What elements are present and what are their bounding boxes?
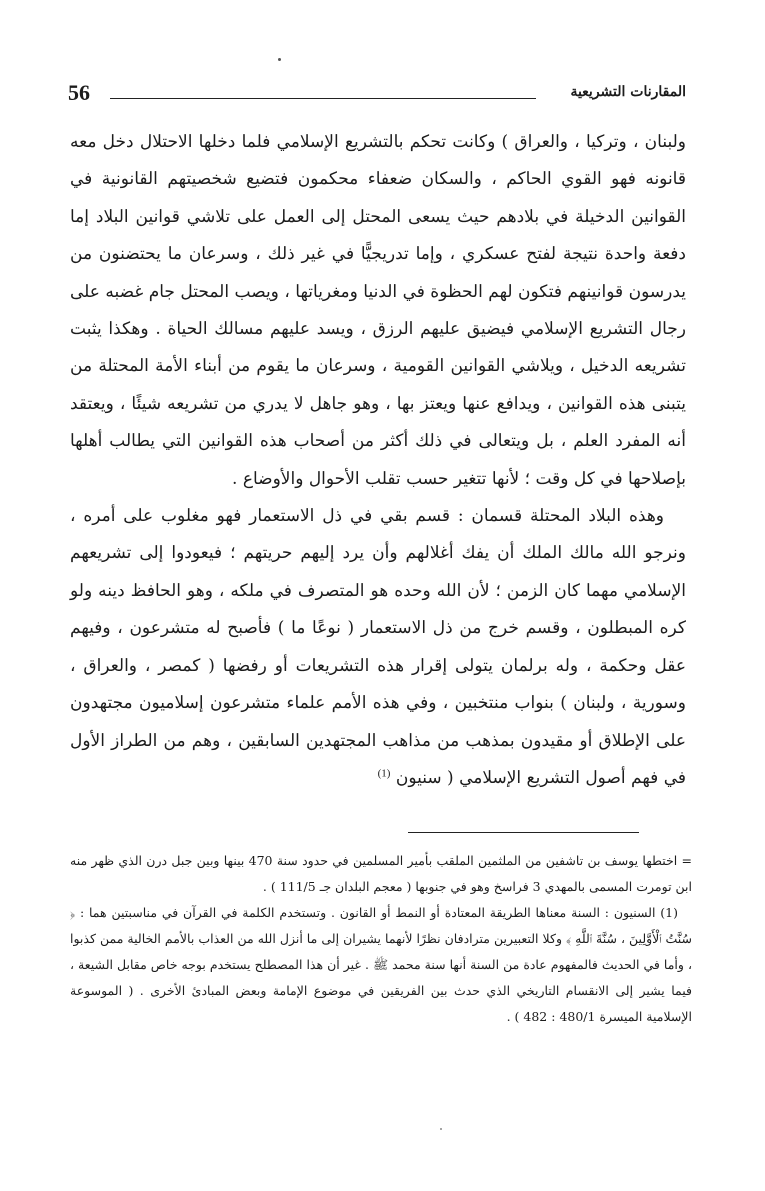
print-speck [278,58,281,61]
paragraph-1: ولبنان ، وتركيا ، والعراق ) وكانت تحكم بالتشريع الإسلامي فلما دخلها الاحتلال دخل معه قانونه فهو القوي الحاكم ، والسكان ضعفاء محكمون فتضيع شخصيتهم القانونية في القوانين الدخيلة في بلادهم حيث يسعى المحتل إلى العمل على تلاشي قوانين البلاد إما دفعة واحدة نتيجة لفتح عسكري ، وإما تدريجيًّا في غير ذلك ، وسرعان ما يحتضنون من يدرسون قوانينهم فتكون لهم الحظوة في الدنيا ومغرياتها ، ويصب المحتل جام غضبه على رجال التشريع الإسلامي فيضيق عليهم الرزق ، ويسد عليهم مسالك الحياة . وهكذا يثبت تشريعه الدخيل ، ويلاشي القوانين القومية ، وسرعان ما يقوم من أبناء الأمة المحتلة من يتبنى هذه القوانين ، ويدافع عنها ويعتز بها ، وهو جاهل لا يدري من تشريعه شيئًا ، ويعتقد أنه المفرد العلم ، بل ويتعالى في ذلك أكثر من أصحاب هذه القوانين التي يطالب أهلها بإصلاحها في كل وقت ؛ لأنها تتغير حسب تقلب الأحوال والأوضاع . [70,132,686,489]
page-number: 56 [68,80,90,105]
header-rule [110,98,536,99]
page-header [68,80,686,114]
footnote-reference: (1) [377,767,391,780]
footnote-separator [408,832,639,833]
footnote-1: (1) السنيون : السنة معناها الطريقة المعتادة أو النمط أو القانون . وتستخدم الكلمة في القرآن في مناسبتين هما : ﴿ سُنَّتُ ٱلْأَوَّلِينَ ، سُنَّةَ ٱللَّهِ ﴾ وكلا التعبيرين مترادفان نظرًا لأنهما يشيران إلى ما أنزل الله من العذاب بالأمم الخالية ممن كذبوا ، وأما في الحديث فالمفهوم عادة من السنة أنها سنة محمد ﷺ . غير أن هذا المصطلح يستخدم بوجه خاص مقابل الشيعة ، فيما يشير إلى الانقسام التاريخي الذي حدث بين الفريقين في موضوع الإمامة وبعض المبادئ الأخرى . ( الموسوعة الإسلامية الميسرة 480/1 : 482 ) . [70,905,692,1024]
footnotes [70,848,692,1030]
paragraph-2-text: وهذه البلاد المحتلة قسمان : قسم بقي في ذل الاستعمار فهو مغلوب على أمره ، ونرجو الله مالك الملك أن يفك أغلالهم وأن يرد إليهم حريتهم ؛ فيعودوا إلى تشريعهم الإسلامي مهما كان الزمن ؛ لأن الله وحده هو المتصرف في ملكه ، وهو الحافظ دينه ولو كره المبطلون ، وقسم خرج من ذل الاستعمار ( نوعًا ما ) فأصبح له متشرعون ، وفيهم عقل وحكمة ، وله برلمان يتولى إقرار هذه التشريعات أو رفضها ( كمصر ، والعراق ، وسورية ، ولبنان ) بنواب منتخبين ، وفي هذه الأمم علماء متشرعون إسلاميون مجتهدون على الإطلاق أو مقيدون بمذهب من مذاهب المجتهدين السابقين ، وهم من الطراز الأول في فهم أصول التشريع الإسلامي ( سنيون [70,506,686,788]
print-speck-bottom [440,1128,442,1130]
running-title: المقارنات التشريعية [570,84,686,100]
footnote-continuation: = اختطها يوسف بن تاشفين من الملثمين الملقب بأمير المسلمين في حدود سنة 470 بينها وبين جبل درن الذي ظهر منه ابن تومرت المسمى بالمهدي 3 فراسخ وهو في جنوبها ( معجم البلدان جـ 111/5 ) . [70,853,692,894]
paragraph-2 [70,498,686,797]
main-text [70,124,686,797]
